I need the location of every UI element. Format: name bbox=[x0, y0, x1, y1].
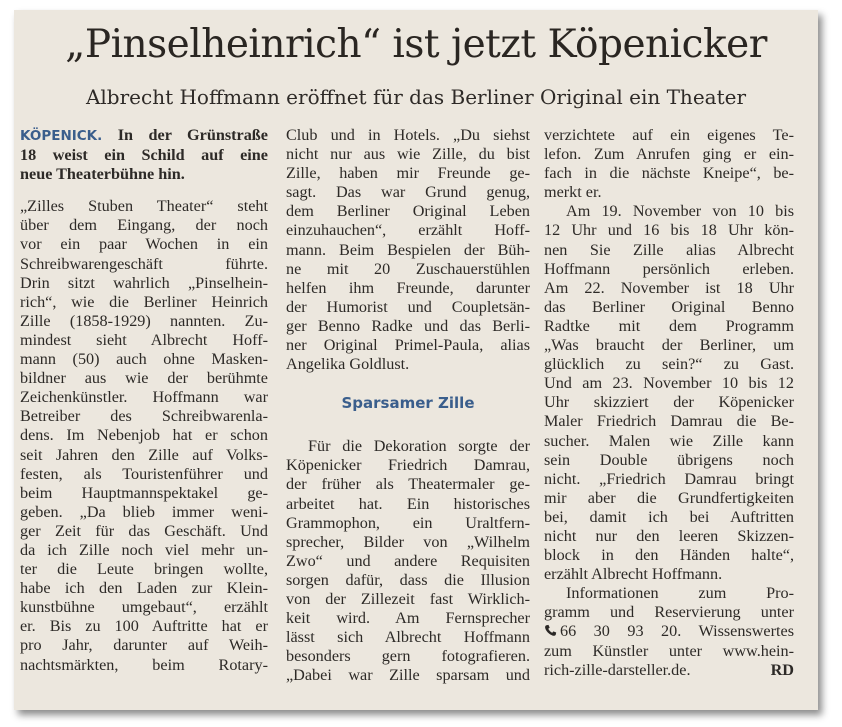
text-line: Am 22. November ist 18 Uhr bbox=[544, 278, 794, 297]
text-line: sprecher, Bilder von „Wilhelm bbox=[286, 532, 530, 551]
text-line: besonders gern fotografieren. bbox=[286, 647, 530, 666]
text-line: Und am 23. November 10 bis 12 bbox=[544, 374, 794, 393]
text-line: ger Zeit für das Geschäft. Und bbox=[20, 521, 268, 540]
column-2 bbox=[286, 126, 530, 685]
text-line: beim Hauptmannspektakel ge- bbox=[20, 483, 268, 502]
text-line: mir aber die Grundfertigkeiten bbox=[544, 488, 794, 507]
text-line: Köpenicker Friedrich Damrau, bbox=[286, 456, 530, 475]
column-3-paragraph-3 bbox=[544, 584, 794, 622]
text-line: zum Künstler unter www.hein- bbox=[544, 641, 794, 660]
subheadline: Albrecht Hoffmann eröffnet für das Berliner Original ein Theater bbox=[85, 85, 747, 109]
text-line: kunstbühne umgebaut“, erzählt bbox=[20, 598, 268, 617]
column-2-bottom bbox=[286, 437, 530, 685]
text-line: Betreiber des Schreibwarenla- bbox=[20, 407, 268, 426]
telephone-icon bbox=[544, 624, 557, 637]
text-line: das Berliner Original Benno bbox=[544, 297, 794, 316]
text-line: Für die Dekoration sorgte der bbox=[308, 437, 530, 456]
text-line: nicht nur aus wie Zille, du bist bbox=[286, 145, 530, 164]
text-line: Hoffmann persönlich erleben. bbox=[544, 259, 794, 278]
text-line: block in den Händen halte“, bbox=[544, 546, 794, 565]
text-line: Am 19. November von 10 bis bbox=[566, 202, 794, 221]
text-line: festen, als Touristenführer und bbox=[20, 464, 268, 483]
text-line: der Humorist und Coupletsän- bbox=[286, 297, 530, 316]
text-line: merkt er. bbox=[544, 183, 602, 202]
text-line: Zwo“ und andere Requisiten bbox=[286, 551, 530, 570]
text-line: dem Berliner Original Leben bbox=[286, 202, 530, 221]
text-line: da ich Zille noch viel mehr un- bbox=[20, 540, 268, 559]
text-line: Grammophon, ein Uraltfern- bbox=[286, 513, 530, 532]
column-3-paragraph-3-end bbox=[544, 642, 794, 661]
text-line: bildner aus wie der berühmte bbox=[20, 369, 268, 388]
text-line: seit Jahren den Zille auf Volks- bbox=[20, 445, 268, 464]
text-line: habe ich den Laden zur Klein- bbox=[20, 579, 268, 598]
column-2-top bbox=[286, 126, 530, 374]
text-line: mann. Beim Bespielen der Büh- bbox=[286, 240, 530, 259]
text-line: von der Zillezeit fast Wirklich- bbox=[286, 589, 530, 608]
text-line: verzichtete auf ein eigenes Te- bbox=[544, 126, 794, 144]
text-line: nicht. „Friedrich Damrau bringt bbox=[544, 469, 794, 488]
text-line: arbeitet hat. Ein historisches bbox=[286, 494, 530, 513]
text-line: dens. Im Nebenjob hat er schon bbox=[20, 426, 268, 445]
phone-line: 66 30 93 20. Wissenswertes bbox=[544, 622, 794, 641]
text-line: nen Sie Zille alias Albrecht bbox=[544, 240, 794, 259]
text-line: Schreibwarengeschäft führte. bbox=[20, 254, 268, 273]
text-line: vor ein paar Wochen in ein bbox=[20, 235, 268, 254]
lead-line: KÖPENICK. In der Grünstraße bbox=[20, 126, 268, 144]
text-line: sagt. Das war Grund genug, bbox=[286, 183, 530, 202]
text-line: nicht nur den leeren Skizzen- bbox=[544, 526, 794, 545]
closing-line: rich-zille-darsteller.de. RD bbox=[544, 660, 794, 679]
column-1-body bbox=[20, 197, 268, 674]
text-line: Club und in Hotels. „Du siehst bbox=[286, 126, 530, 144]
column-1 bbox=[20, 126, 268, 675]
headline: „Pinselheinrich“ ist jetzt Köpenicker bbox=[65, 22, 767, 67]
text-line: ner Original Primel-Paula, alias bbox=[286, 336, 530, 355]
text-line: rich“, wie die Berliner Heinrich bbox=[20, 292, 268, 311]
section-subheading: Sparsamer Zille bbox=[341, 394, 475, 413]
text-line: er. Bis zu 100 Auftritte hat er bbox=[20, 617, 268, 636]
text-line: nachtsmärkten, beim Rotary- bbox=[20, 655, 268, 674]
text-line: erzählt Albrecht Hoffmann. bbox=[544, 565, 723, 584]
text-line: einzuhauchen“, erzählt Hoff- bbox=[286, 221, 530, 240]
text-line: bei, damit ich bei Auftritten bbox=[544, 507, 794, 526]
newspaper-clipping bbox=[14, 10, 818, 710]
text-line: Maler Friedrich Damrau die Be- bbox=[544, 412, 794, 431]
text-line: lässt sich Albrecht Hoffmann bbox=[286, 628, 530, 647]
text-line: „Zilles Stuben Theater“ steht bbox=[20, 197, 268, 216]
text-line: glücklich zu sein?“ zu Gast. bbox=[544, 355, 794, 374]
text-line: gramm und Reservierung unter bbox=[544, 603, 794, 622]
text-line: Radtke mit dem Programm bbox=[544, 316, 794, 335]
column-3 bbox=[544, 126, 794, 680]
text-line: ter die Leute bringen wollte, bbox=[20, 560, 268, 579]
text-line: „Dabei war Zille sparsam und bbox=[286, 666, 530, 685]
text-line: keit wird. Am Fernsprecher bbox=[286, 609, 530, 628]
text-line: sorgen dafür, dass die Illusion bbox=[286, 570, 530, 589]
dateline: KÖPENICK. bbox=[20, 128, 103, 144]
text-line: Zille (1858-1929) nannten. Zu- bbox=[20, 311, 268, 330]
text-line: Zeichenkünstler. Hoffmann war bbox=[20, 388, 268, 407]
text-line: pro Jahr, darunter auf Weih- bbox=[20, 636, 268, 655]
text-line: „Was braucht der Berliner, um bbox=[544, 336, 794, 355]
text-line: Angelika Goldlust. bbox=[286, 355, 410, 374]
text-line: geben. „Da blieb immer weni- bbox=[20, 502, 268, 521]
text-line: fach in die nächste Kneipe“, be- bbox=[544, 164, 794, 183]
author-signature: RD bbox=[770, 660, 794, 679]
text-line: 12 Uhr und 16 bis 18 Uhr kön- bbox=[544, 221, 794, 240]
text-line: mindest sieht Albrecht Hoff- bbox=[20, 330, 268, 349]
text-line: mann (50) auch ohne Masken- bbox=[20, 350, 268, 369]
text-line: lefon. Zum Anrufen ging er ein- bbox=[544, 145, 794, 164]
text-line: über dem Eingang, der noch bbox=[20, 216, 268, 235]
text-line: der früher als Theatermaler ge- bbox=[286, 475, 530, 494]
text-line: Drin sitzt wahrlich „Pinselhein- bbox=[20, 273, 268, 292]
text-line: sein Double übrigens noch bbox=[544, 450, 794, 469]
text-line: ne mit 20 Zuschauerstühlen bbox=[286, 259, 530, 278]
text-line: helfen ihm Freunde, darunter bbox=[286, 278, 530, 297]
column-3-paragraph-2 bbox=[544, 202, 794, 584]
lead-line: neue Theaterbühne hin. bbox=[20, 165, 185, 184]
text-line: sucher. Malen wie Zille kann bbox=[544, 431, 794, 450]
text-line: ger Benno Radke und das Berli- bbox=[286, 316, 530, 335]
column-3-paragraph-1 bbox=[544, 126, 794, 202]
lead-paragraph bbox=[20, 126, 268, 184]
lead-line: 18 weist ein Schild auf eine bbox=[20, 146, 268, 165]
text-line: Zille, haben mir Freunde ge- bbox=[286, 164, 530, 183]
text-line: Uhr skizziert der Köpenicker bbox=[544, 393, 794, 412]
text-line: Informationen zum Pro- bbox=[566, 584, 794, 603]
